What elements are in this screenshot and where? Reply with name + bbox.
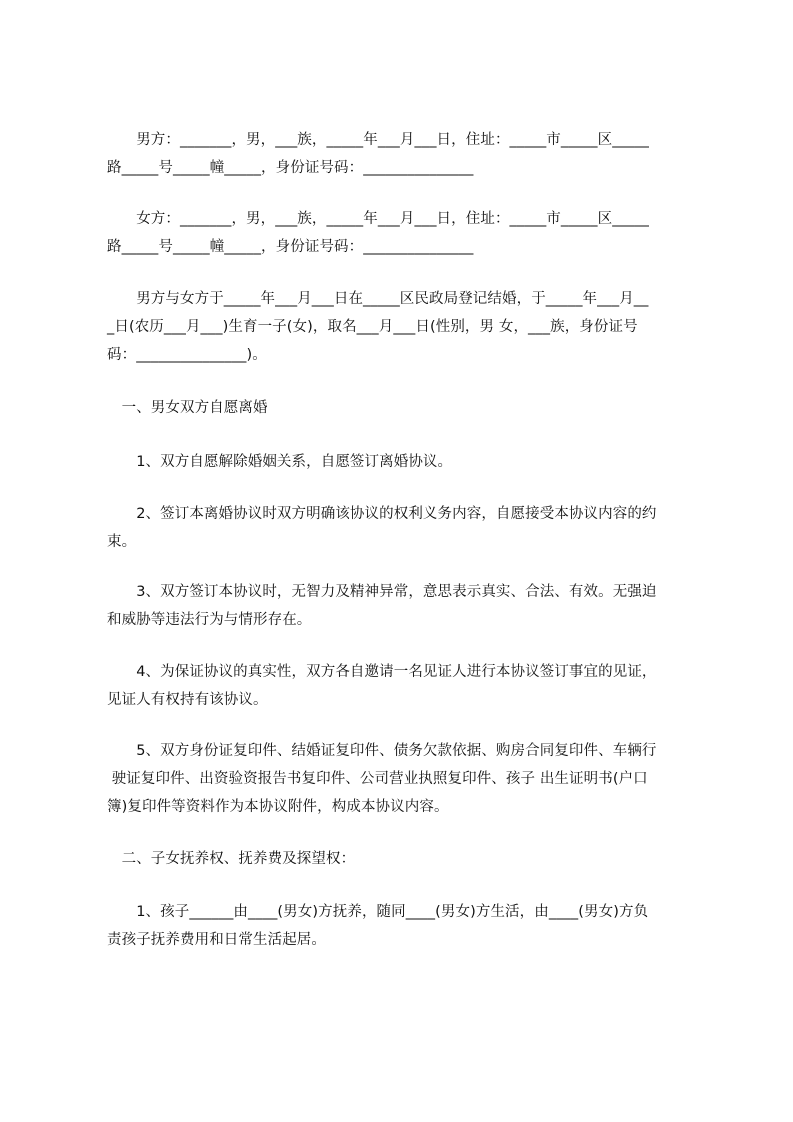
- clause-1-4: [107, 658, 701, 714]
- text-line: 束。: [107, 534, 137, 550]
- section-heading-2: [107, 845, 701, 873]
- text-line: 5、双方身份证复印件、结婚证复印件、债务欠款依据、购房合同复印件、车辆行: [107, 743, 657, 759]
- text-line: 见证人有权持有该协议。: [107, 692, 268, 708]
- heading-text: 二、子女抚养权、抚养费及探望权：: [107, 851, 356, 867]
- text-line: 女方：_______，男，___族，_____年___月___日，住址：_____市_____区_____: [107, 211, 649, 227]
- text-line: 路_____号_____幢_____，身份证号码：_______________: [107, 239, 474, 255]
- section-heading-1: [107, 394, 701, 422]
- clause-1-2: [107, 500, 701, 556]
- clause-1-3: [107, 578, 701, 634]
- text-line: 男方：_______，男，___族，_____年___月___日，住址：_____市_____区_____: [107, 132, 649, 148]
- clause-1-1: [107, 448, 701, 476]
- text-line: 4、为保证协议的真实性，双方各自邀请一名见证人进行本协议签订事宜的见证，: [107, 664, 657, 680]
- clause-1-5: [107, 737, 701, 821]
- text-line: 和威胁等违法行为与情形存在。: [107, 612, 312, 628]
- text-line: 簿)复印件等资料作为本协议附件，构成本协议内容。: [107, 799, 449, 815]
- text-line: 3、双方签订本协议时，无智力及精神异常，意思表示真实、合法、有效。无强迫: [107, 584, 657, 600]
- text-line: 1、双方自愿解除婚姻关系，自愿签订离婚协议。: [107, 454, 453, 470]
- paragraph-wife-info: [107, 205, 701, 261]
- paragraph-marriage-info: [107, 285, 701, 369]
- paragraph-husband-info: [107, 126, 701, 182]
- heading-text: 一、男女双方自愿离婚: [107, 400, 268, 416]
- clause-2-1: [107, 898, 701, 954]
- text-line: 路_____号_____幢_____，身份证号码：_______________: [107, 160, 474, 176]
- text-line: 码：_______________)。: [107, 347, 267, 363]
- text-line: 1、孩子______由____(男女)方抚养，随同____(男女)方生活，由____(男女)方负: [107, 904, 649, 920]
- text-line: 男方与女方于_____年___月___日在_____区民政局登记结婚，于_____年___月__: [107, 291, 649, 307]
- text-line: _日(农历___月___)生育一子(女)，取名___月___日(性别，男 女，___族，身份证号: [107, 319, 638, 335]
- text-line: 责孩子抚养费用和日常生活起居。: [107, 932, 326, 948]
- text-line: 驶证复印件、出资验资报告书复印件、公司营业执照复印件、孩子 出生证明书(户口: [107, 771, 648, 787]
- text-line: 2、签订本离婚协议时双方明确该协议的权利义务内容，自愿接受本协议内容的约: [107, 506, 657, 522]
